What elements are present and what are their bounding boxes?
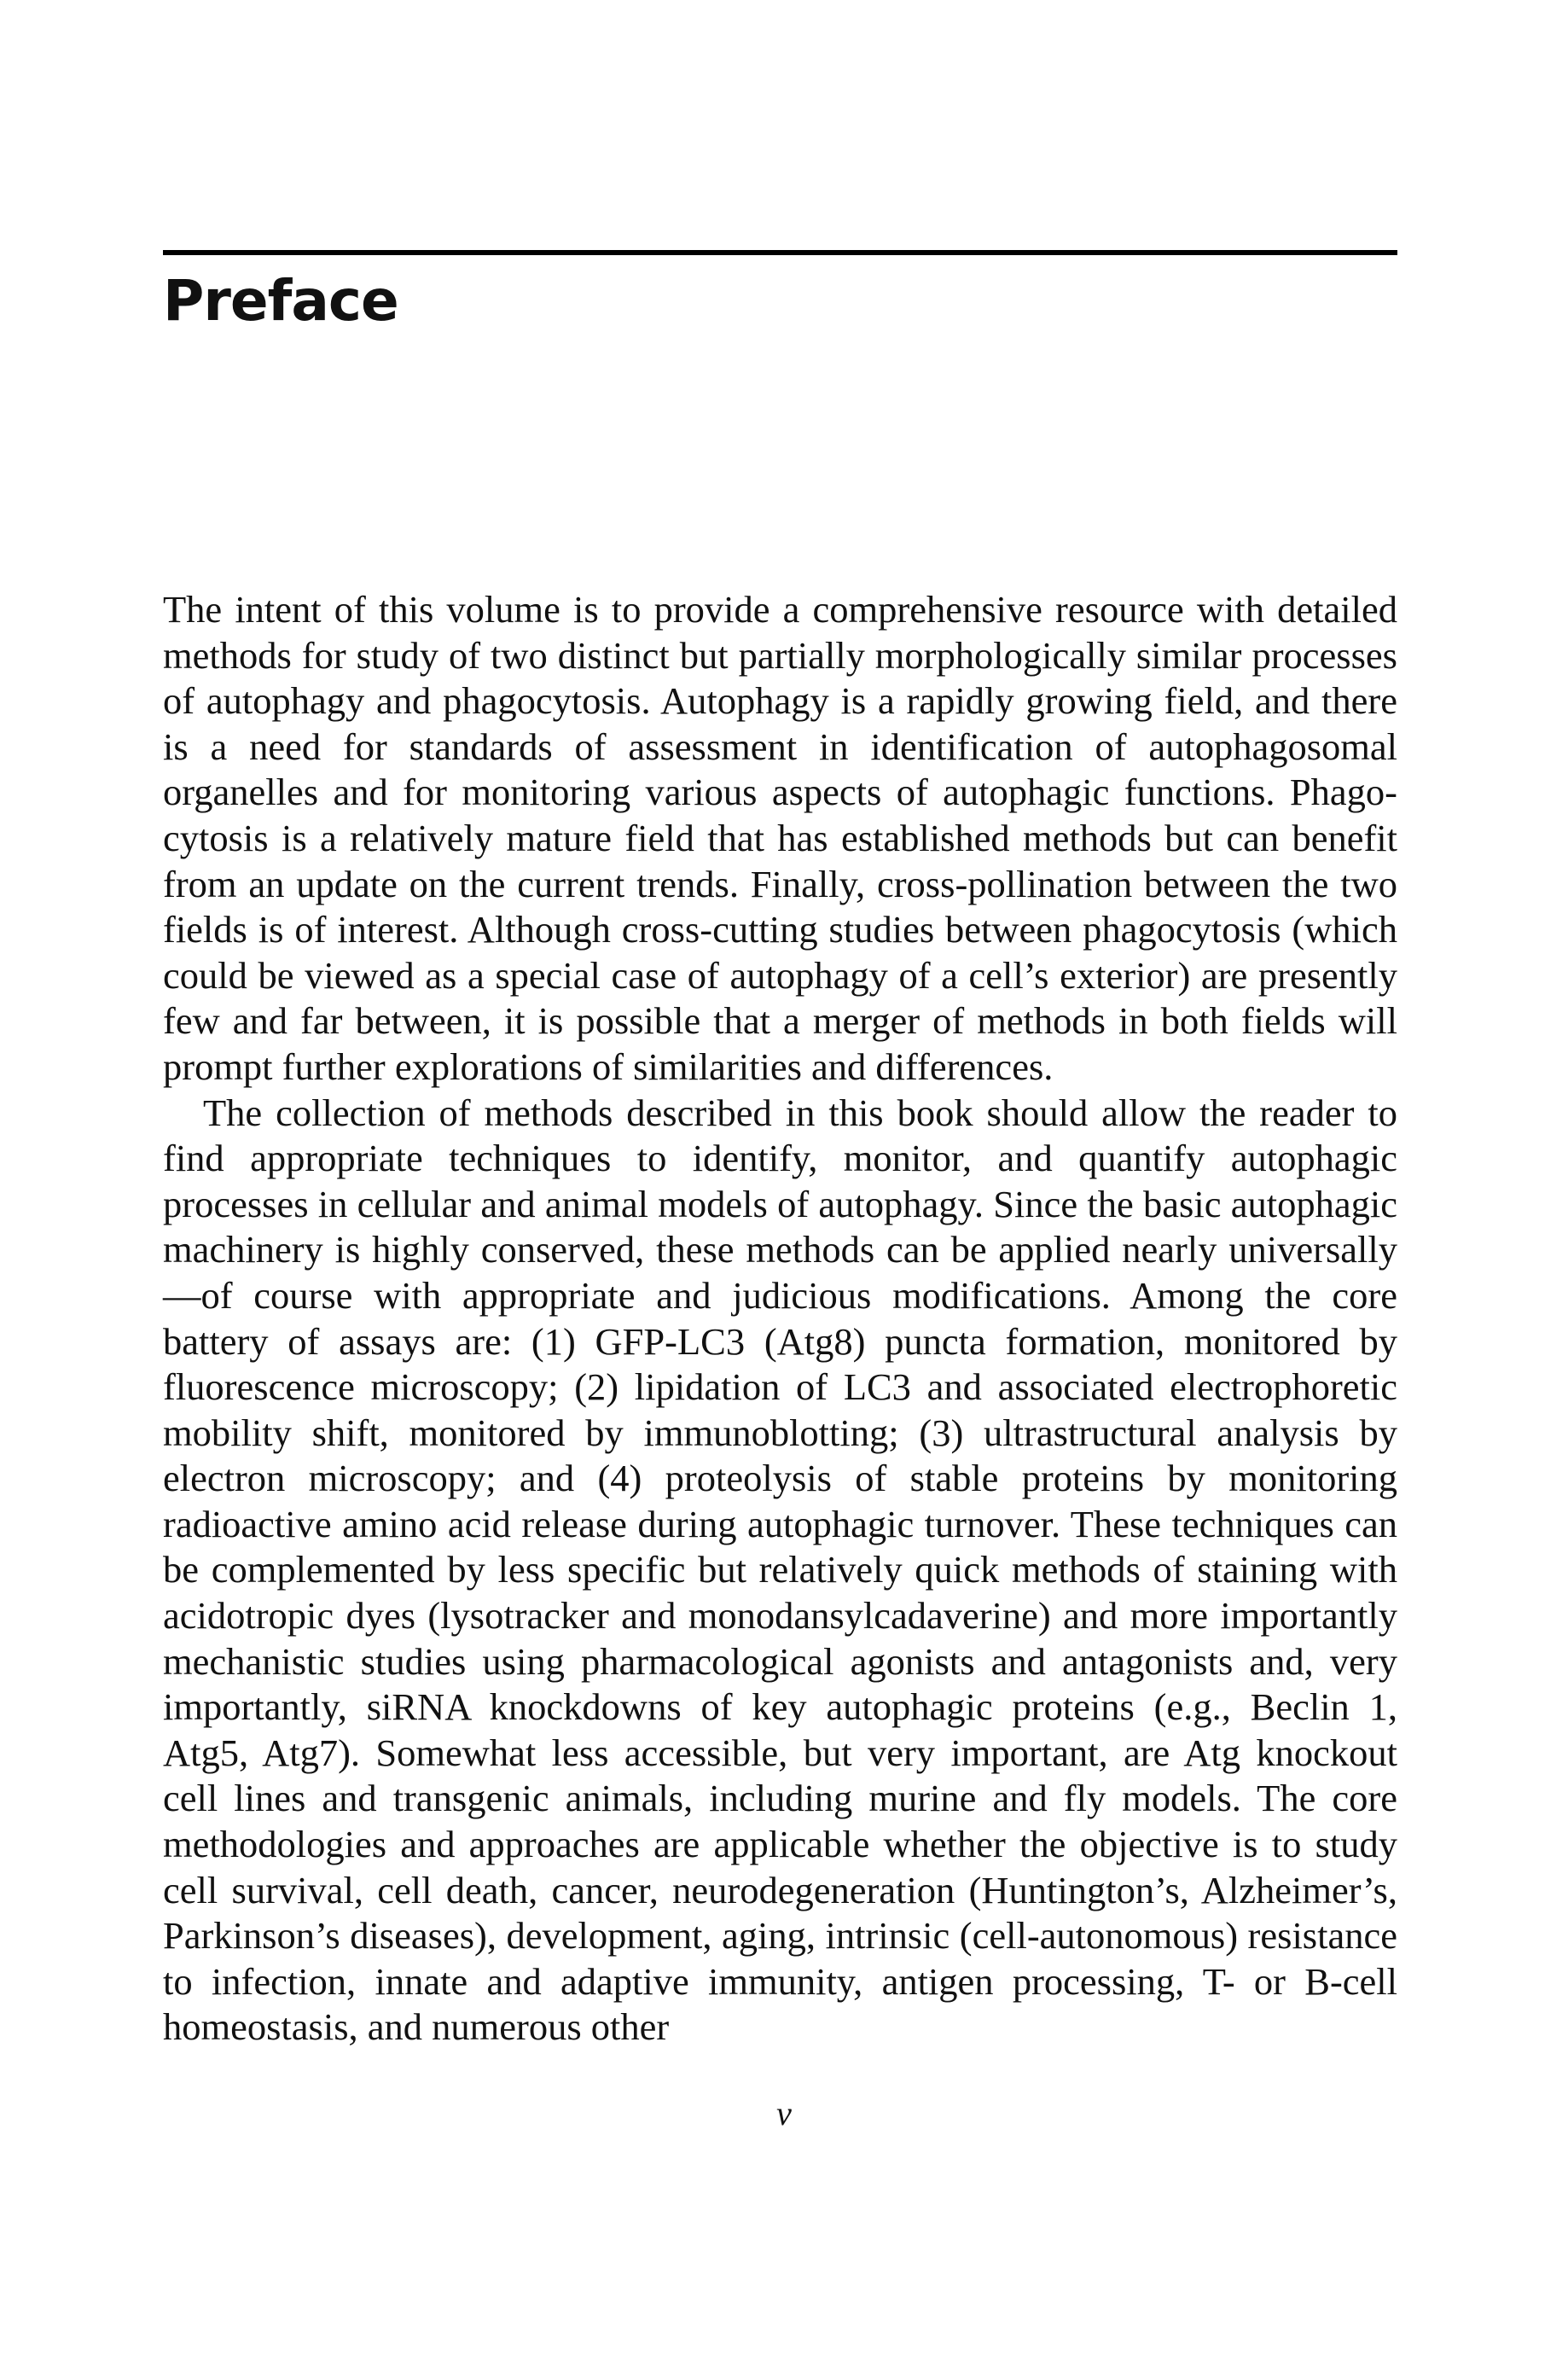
body-text xyxy=(163,587,1397,2051)
paragraph: The collection of methods described in this book should allow the reader to find appropriate techniques to identify, monitor, and quantify autophagic processes in cellular and animal models of autophagy. Since the basic autophagic machinery is highly conserved, these methods can be applied nearly universally—of course with appropriate and judicious modifications. Among the core battery of assays are: (1) GFP-LC3 (Atg8) puncta formation, monitored by fluorescence microscopy; (2) lipidation of LC3 and associated electrophoretic mobility shift, monitored by immunoblotting; (3) ultrastructural analysis by electron microscopy; and (4) proteolysis of stable proteins by monitoring radioactive amino acid release during autophagic turnover. These techniques can be complemented by less specific but relatively quick methods of staining with acidotropic dyes (lysotracker and monodansylcadaverine) and more importantly mechanistic studies using pharmacological agonists and antagonists and, very importantly, siRNA knockdowns of key autophagic proteins (e.g., Beclin 1, Atg5, Atg7). Somewhat less accessible, but very important, are Atg knockout cell lines and transgenic animals, including murine and fly models. The core methodologies and approaches are applicable whether the objective is to study cell survival, cell death, cancer, neurodegeneration (Huntington’s, Alzheimer’s, Parkinson’s diseases), development, aging, intrinsic (cell-autonomous) resistance to infection, innate and adaptive immunity, antigen processing, T- or B-cell homeostasis, and numerous other xyxy=(163,1091,1397,2049)
title-rule xyxy=(163,250,1397,255)
paragraph: The intent of this volume is to provide a comprehensive resource with detailed methods for study of two distinct but partially morphologically similar processes of autophagy and phagocytosis. Autophagy is a rapidly growing field, and there is a need for standards of assessment in identification of autophagosomal organelles and for monitoring various aspects of autophagic functions. Phagocytosis is a relatively mature field that has established methods but can benefit from an update on the current trends. Finally, cross-pollination between the two fields is of interest. Although cross-cutting studies between phagocytosis (which could be viewed as a special case of autophagy of a cell’s exterior) are presently few and far between, it is possible that a merger of methods in both fields will prompt further explorations of similarities and differences. xyxy=(163,588,1397,1088)
page-title: Preface xyxy=(163,268,398,334)
page-number: v xyxy=(776,2094,792,2132)
